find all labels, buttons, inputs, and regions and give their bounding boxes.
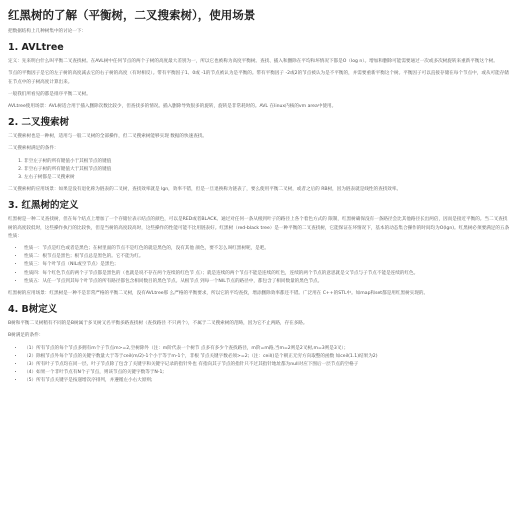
list-item: • 性质五：从任一节点到其每个叶节点的所有路径都包含相同数目的黑色节点。从根节点 到每一个NIL节点的路径中，都包含了相同数量的黑色节点。 — [24, 278, 511, 286]
list-item: • 性质四：每个红色节点的两个子节点都是黑色的（也就是说不存在两个连续的红色节 点）；就是连续的两个节点不能是连续的红色，连续的两个节点的意思就是父节点与子节点不能是连续的红色。 — [24, 270, 511, 278]
section-heading-bst: 2. 二叉搜索树 — [8, 117, 70, 129]
b-conditions-label: B树满足的条件： — [8, 333, 44, 339]
avl-note: 一般我们所看见的都是排序平衡二叉树。 — [8, 91, 91, 97]
b-definition: B树和平衡二叉树稍有不同的是B树属于多叉树又名平衡多路查找树（查找路径 不只两个），不属于二叉搜索树的范畴，因为它不止两路，存在多路。 — [8, 321, 308, 327]
avl-usage: AVLtree使用场景：AVL树适合用于插入删除次数比较少，但查找多的情况。插入删除导致很多的旋转，旋转是非常耗时的。AVL 在linux内核的vm area中使用。 — [8, 104, 337, 110]
list-item: • （2）除根节点外每个节点的关键字数量大于等于ceil(m/2)-1个小于等于m-1个，非根 节点关键字数必须>=2;（注：ceil()是个朝正无穷方向取整的函数 如ceil(1.1)结果为2) — [24, 353, 511, 361]
rb-definition: 红黑树是一种二叉查找树，但在每个结点上增加了一个存储位表示结点的颜色，可以是RED或者BLACK。通过对任何一条从根到叶子的路径上各个着色方式的 限制，红黑树确保没有一条路径会比其他路径长出两倍，因而是接近平衡的。当二叉查找树的高度较低时，这些操作执行的比较快，但是当树的高度较高时，这些操作的性能可能不比用链表好。红黑树（red-black tree）是一种平衡的二叉查找树，它能保证在坏情况下，基本的动态集合操作的时间均为O(lgn)。红黑树必须要满足的五条性质： — [8, 217, 510, 239]
bst-conditions-list — [8, 158, 511, 183]
rb-usage: 红黑树的应用场景：红黑树是一种不是非常严格的平衡二叉树，没有AVLtree那 么严格的平衡要求，所以它的平均查找，增添删除效率都还不错。广泛用在 C++的STL中。如map和set都是用红黑树实现的。 — [8, 291, 429, 297]
page-title: 红黑树的了解（平衡树，二叉搜索树），使用场景 — [8, 8, 256, 22]
bst-usage: 二叉搜索树的应用场景：如果是没有退化称为链表的二叉树，查找效率就是 lgn，效率不错，但是一旦退换称为链表了，要么使用平衡二叉树，或者之后的 RB树，因为链表就是线性的查找效率。 — [8, 187, 402, 193]
section-heading-b: 4. B树定义 — [8, 304, 58, 316]
list-item: 2. 非空右子树的所有键值大于其根节点的键值 — [24, 166, 511, 174]
section-heading-rb: 3. 红黑树的定义 — [8, 200, 79, 212]
list-item: • （3）所有叶子节点均在同一层、叶子节点除了包含了关键字和关键字记录的指针外也 有指向其子节点的指针只不过其指针地址都为null对应下图后一层节点的空格子 — [24, 361, 511, 369]
list-item: • 性质三：每个叶节点（NIL或空节点）是黑色； — [24, 261, 511, 269]
list-item: • 性质一：节点是红色或者是黑色；在树里面的节点不是红色的就是黑色的，没有其他 颜色，要不怎么叫红黑树呢，是吧。 — [24, 245, 511, 253]
b-conditions-list — [8, 345, 511, 386]
list-item: • 性质二：根节点是黑色；根节点总是黑色的。它不能为红。 — [24, 253, 511, 261]
rb-properties-list — [8, 245, 511, 286]
list-item: 3. 左右子树都是二叉搜索树 — [24, 174, 511, 182]
bst-definition: 二叉搜索树也是一种树，适用与一般二叉树的全部操作，但二叉搜索树能够实现 数据的快速查找。 — [8, 134, 207, 140]
list-item: • （1）所有节点的每个节点多拥有m个子节点m>=2,空树除外（注：m阶代表一个树节 点多有多少个查找路径，m阶=m路,当m=2则是2叉树,m=3则是3叉）； — [24, 345, 511, 353]
bst-conditions-label: 二叉搜索树满足的条件： — [8, 146, 59, 152]
intro-text: 把数据结构上几种树集中的讨论一下： — [8, 29, 87, 34]
list-item: • （5）所有节点关键字是按递增次序排列，并遵循左小右大原则; — [24, 377, 511, 385]
list-item: • （4）如果一个非叶节点有N个子节点，则该节点的关键字数等于N-1; — [24, 369, 511, 377]
list-item: 1. 非空左子树的所有键值小于其根节点的键值 — [24, 158, 511, 166]
section-heading-avl: 1. AVLtree — [8, 42, 64, 54]
avl-balance-factor: 节点的平衡因子是它的左子树的高度减去它的右子树的高度（有时相反）。带有平衡因子1、0或 -1的节点被认为是平衡的。带有平衡因子 -2或2的节点被认为是不平衡的，并需要重新平衡这个树。平衡因子可以直接存储在每个节点中，或从可能存储在节点中的子树高度计算出来。 — [8, 71, 509, 85]
avl-definition: 定义：先来明白什么叫平衡二叉查找树。在AVL树中任何节点的两个子树的高度最大差别为一，所以它也被称为高度平衡树。查找、插入和删除在平均和坏情况下都是O（log n）。增加和删除可能需要通过一次或多次树旋转来重新平衡这个树。 — [8, 59, 498, 65]
